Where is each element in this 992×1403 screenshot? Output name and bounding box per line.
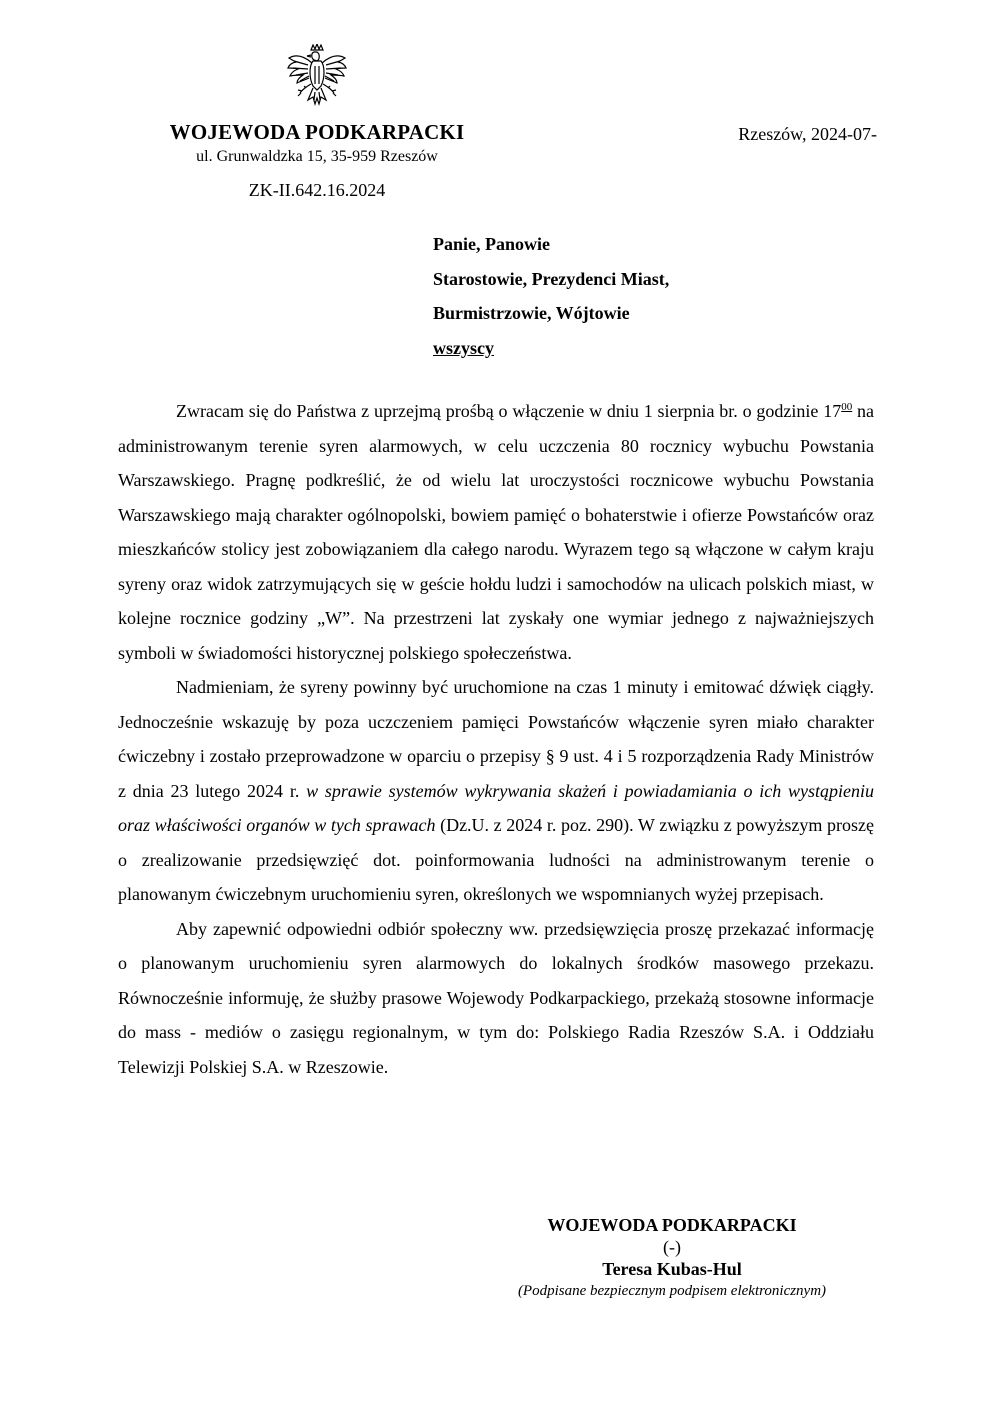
signatory-title: WOJEWODA PODKARPACKI (547, 1215, 797, 1235)
time-superscript: 00 (841, 401, 853, 413)
issuing-authority: WOJEWODA PODKARPACKI (169, 120, 465, 144)
signature-block (472, 1214, 872, 1302)
signatory-name: Teresa Kubas-Hul (602, 1259, 742, 1279)
signature-mark: (-) (663, 1237, 681, 1257)
polish-eagle-emblem (286, 44, 348, 116)
addressee-line: Starostowie, Prezydenci Miast, (433, 268, 670, 289)
reference-number: ZK-II.642.16.2024 (248, 180, 386, 200)
paragraph-1 (118, 394, 874, 670)
paragraph-3: Aby zapewnić odpowiedni odbiór społeczny ww. przedsięwzięcia proszę przekazać informację o planowanym uruchomieniu syren alarmowych do lokalnych środków masowego przekazu. Równocześnie informuję, że służby prasowe Wojewody Podkarpackiego, przekażą stosowne informacje do mass - mediów o zasięgu regionalnym, w tym do: Polskiego Radia Rzeszów S.A. i Oddziału Telewizji Polskiej S.A. w Rzeszowie. (118, 918, 874, 1077)
addressee-line: Panie, Panowie (433, 234, 550, 254)
paragraph-2 (118, 670, 874, 912)
paragraph-1-text-a: Zwracam się do Państwa z uprzejmą prośbą o włączenie w dniu 1 sierpnia br. o godzinie 17 (176, 401, 842, 421)
paragraph-2-text-b: (Dz.U. z 2024 r. poz. 290). W związku z powyższym proszę o zrealizowanie przedsięwzięć dot. poinformowania ludności na administrowanym terenie o planowanym ćwiczebnym uruchomieniu syren, określonych we wspomnianych wyżej przepisach. (118, 815, 874, 904)
paragraph-2-text-a: Nadmieniam, że syreny powinny być uruchomione na czas 1 minuty i emitować dźwięk ciągły. Jednocześnie wskazuję by poza uczczeniem pamięci Powstańców włączenie syren miało charakter ćwiczebny i zostało przeprowadzone w oparciu o przepisy § 9 ust. 4 i 5 rozporządzenia Rady Ministrów z dnia 23 lutego 2024 r. (118, 677, 874, 801)
paragraph-1-text-b: na administrowanym terenie syren alarmowych, w celu uczczenia 80 rocznicy wybuchu Powstania Warszawskiego. Pragnę podkreślić, że od wielu lat uroczystości rocznicowe wybuchu Powstania Warszawskiego mają charakter ogólnopolski, bowiem pamięć o bohaterstwie i ofierze Powstańców oraz mieszkańców stolicy jest zobowiązaniem dla całego narodu. Wyrazem tego są włączone w całym kraju syreny oraz widok zatrzymujących się w geście hołdu ludzi i samochodów na ulicach polskich miast, w kolejne rocznice godziny „W”. Na przestrzeni lat zyskały one wymiar jednego z najważniejszych symboli w świadomości historycznej polskiego społeczeństwa. (118, 401, 874, 663)
regulation-title: w sprawie systemów wykrywania skażeń i powiadamiania o ich wystąpieniu oraz właściwości organów w tych sprawach (118, 780, 874, 835)
letter-body (118, 394, 874, 1084)
signature-note: (Podpisane bezpiecznym podpisem elektronicznym) (517, 1283, 827, 1299)
addressee-line: wszyscy (433, 337, 494, 358)
addressee-line: Burmistrzowie, Wójtowie (433, 303, 630, 323)
document-date: Rzeszów, 2024-07- (738, 124, 877, 144)
addressee-block (433, 227, 669, 365)
authority-address: ul. Grunwaldzka 15, 35-959 Rzeszów (196, 148, 438, 165)
